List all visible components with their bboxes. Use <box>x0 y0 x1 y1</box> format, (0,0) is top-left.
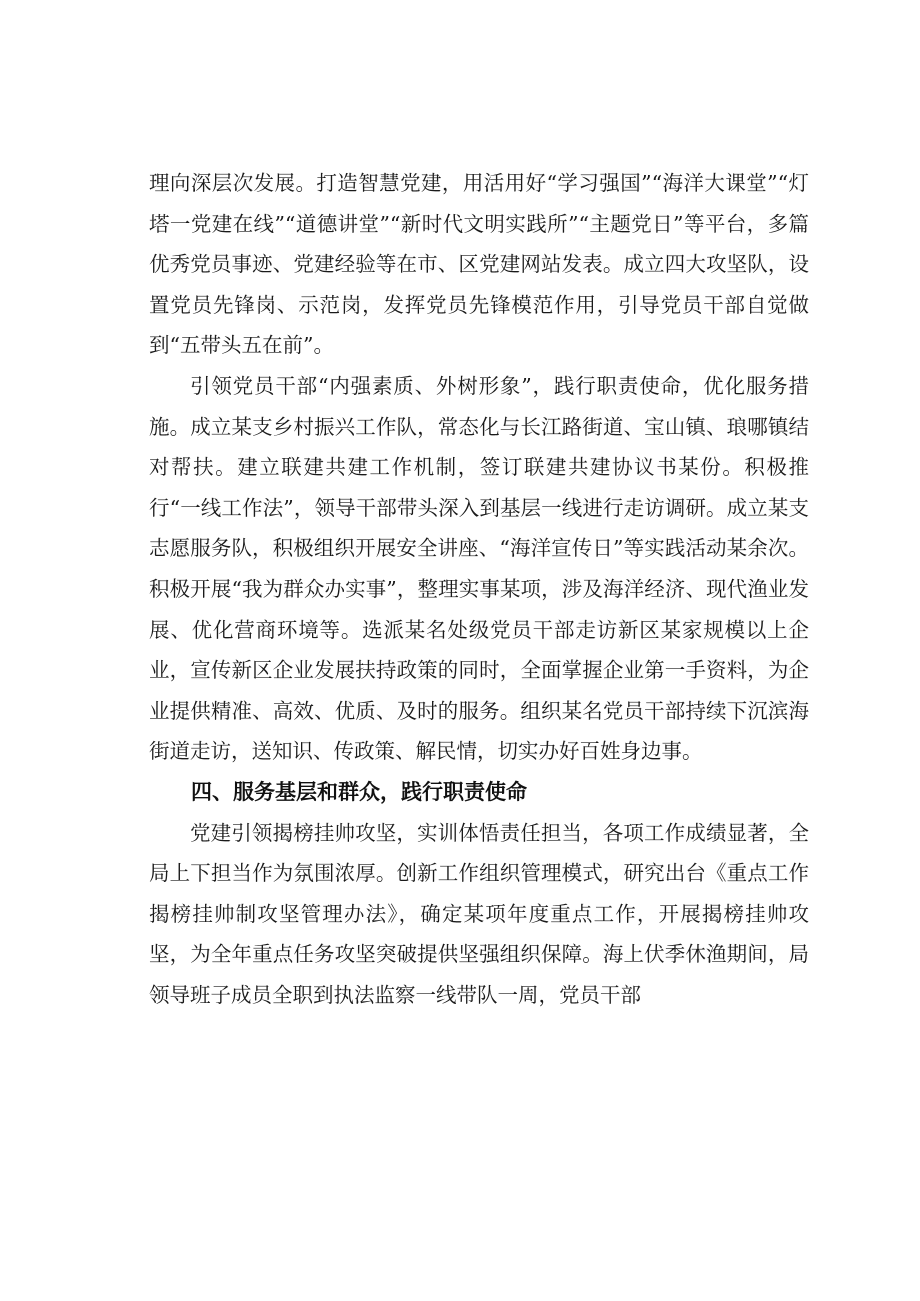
paragraph-continuation: 理向深层次发展。打造智慧党建，用活用好“学习强国”“海洋大课堂”“灯塔一党建在线”“道德讲堂”“新时代文明实践所”“主题党日”等平台，多篇优秀党员事迹、党建经验等在市、区党建网站发表。成立四大攻坚队，设置党员先锋岗、示范岗，发挥党员先锋模范作用，引导党员干部自觉做到“五带头五在前”。 <box>149 171 809 358</box>
document-body <box>149 163 809 1015</box>
section-heading: 四、服务基层和群众，践行职责使命 <box>191 779 527 804</box>
paragraph-section-body: 党建引领揭榜挂帅攻坚，实训体悟责任担当，各项工作成绩显著，全局上下担当作为氛围浓厚。创新工作组织管理模式，研究出台《重点工作揭榜挂帅制攻坚管理办法》，确定某项年度重点工作，开展揭榜挂帅攻坚，为全年重点任务攻坚突破提供坚强组织保障。海上伏季休渔期间，局领导班子成员全职到执法监察一线带队一周，党员干部 <box>149 820 809 1007</box>
paragraph-party-members: 引领党员干部“内强素质、外树形象”，践行职责使命，优化服务措施。成立某支乡村振兴工作队，常态化与长江路街道、宝山镇、琅哪镇结对帮扶。建立联建共建工作机制，签订联建共建协议书某份。积极推行“一线工作法”，领导干部带头深入到基层一线进行走访调研。成立某支志愿服务队，积极组织开展安全讲座、“海洋宣传日”等实践活动某余次。积极开展“我为群众办实事”，整理实事某项，涉及海洋经济、现代渔业发展、优化营商环境等。选派某名处级党员干部走访新区某家规模以上企业，宣传新区企业发展扶持政策的同时，全面掌握企业第一手资料，为企业提供精准、高效、优质、及时的服务。组织某名党员干部持续下沉滨海街道走访，送知识、传政策、解民情，切实办好百姓身边事。 <box>149 373 809 764</box>
